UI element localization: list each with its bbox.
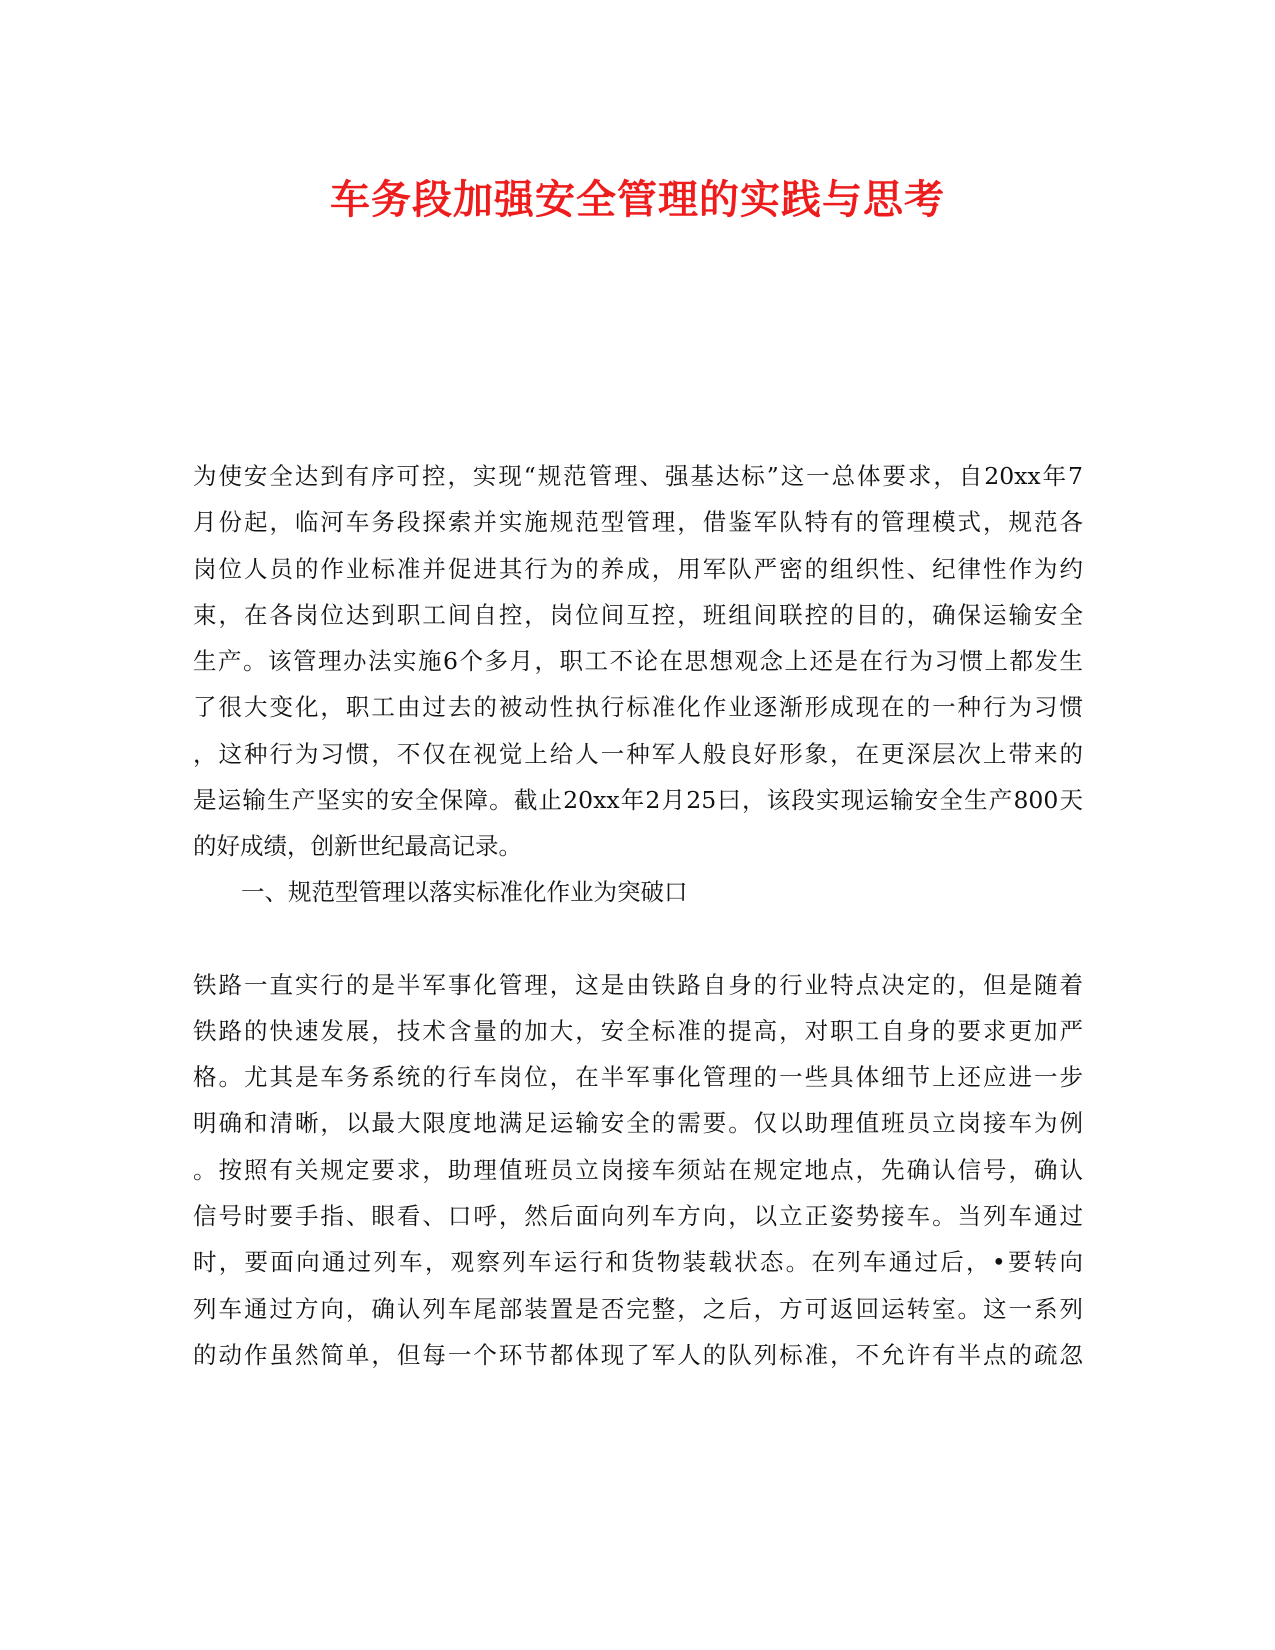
paragraph-line: 格。尤其是车务系统的行车岗位，在半军事化管理的一些具体细节上还应进一步 xyxy=(193,1063,1083,1091)
paragraph-line: 列车通过方向，确认列车尾部装置是否完整，之后，方可返回运转室。这一系列 xyxy=(193,1295,1083,1323)
section-heading: 一、规范型管理以落实标准化作业为突破口 xyxy=(241,878,688,906)
paragraph-line: 是运输生产坚实的安全保障。截止20xx年2月25曰，该段实现运输安全生产800天 xyxy=(193,786,1083,814)
paragraph-line: 信号时要手指、眼看、口呼，然后面向列车方向，以立正姿势接车。当列车通过 xyxy=(193,1202,1083,1230)
paragraph-line: 时，要面向通过列车，观察列车运行和货物装载状态。在列车通过后，•要转向 xyxy=(193,1248,1083,1276)
document-title: 车务段加强安全管理的实践与思考 xyxy=(330,177,945,223)
paragraph-line: 岗位人员的作业标准并促进其行为的养成，用军队严密的组织性、纪律性作为约 xyxy=(193,555,1083,583)
paragraph-line: 。按照有关规定要求，助理值班员立岗接车须站在规定地点，先确认信号，确认 xyxy=(193,1156,1083,1184)
paragraph-line: 铁路的快速发展，技术含量的加大，安全标准的提高，对职工自身的要求更加严 xyxy=(193,1017,1083,1045)
paragraph-line: 明确和清晰，以最大限度地满足运输安全的需要。仅以助理值班员立岗接车为例 xyxy=(193,1109,1083,1137)
paragraph-line: 了很大变化，职工由过去的被动性执行标准化作业逐渐形成现在的一种行为习惯 xyxy=(193,693,1083,721)
paragraph-line: 的动作虽然简单，但每一个环节都体现了军人的队列标准，不允许有半点的疏忽 xyxy=(193,1341,1083,1369)
paragraph-line: 束，在各岗位达到职工间自控，岗位间互控，班组间联控的目的，确保运输安全 xyxy=(193,601,1083,629)
paragraph-line: 的好成绩，创新世纪最高记录。 xyxy=(193,832,522,860)
paragraph-line: 月份起，临河车务段探索并实施规范型管理，借鉴军队特有的管理模式，规范各 xyxy=(193,508,1083,536)
paragraph-line: ，这种行为习惯，不仅在视觉上给人一种军人般良好形象，在更深层次上带来的 xyxy=(193,740,1083,768)
paragraph-line: 铁路一直实行的是半军事化管理，这是由铁路自身的行业特点决定的，但是随着 xyxy=(193,971,1083,999)
paragraph-line: 生产。该管理办法实施6个多月，职工不论在思想观念上还是在行为习惯上都发生 xyxy=(193,647,1083,675)
paragraph-line: 为使安全达到有序可控，实现“规范管理、强基达标”这一总体要求，自20xx年7 xyxy=(193,462,1083,490)
